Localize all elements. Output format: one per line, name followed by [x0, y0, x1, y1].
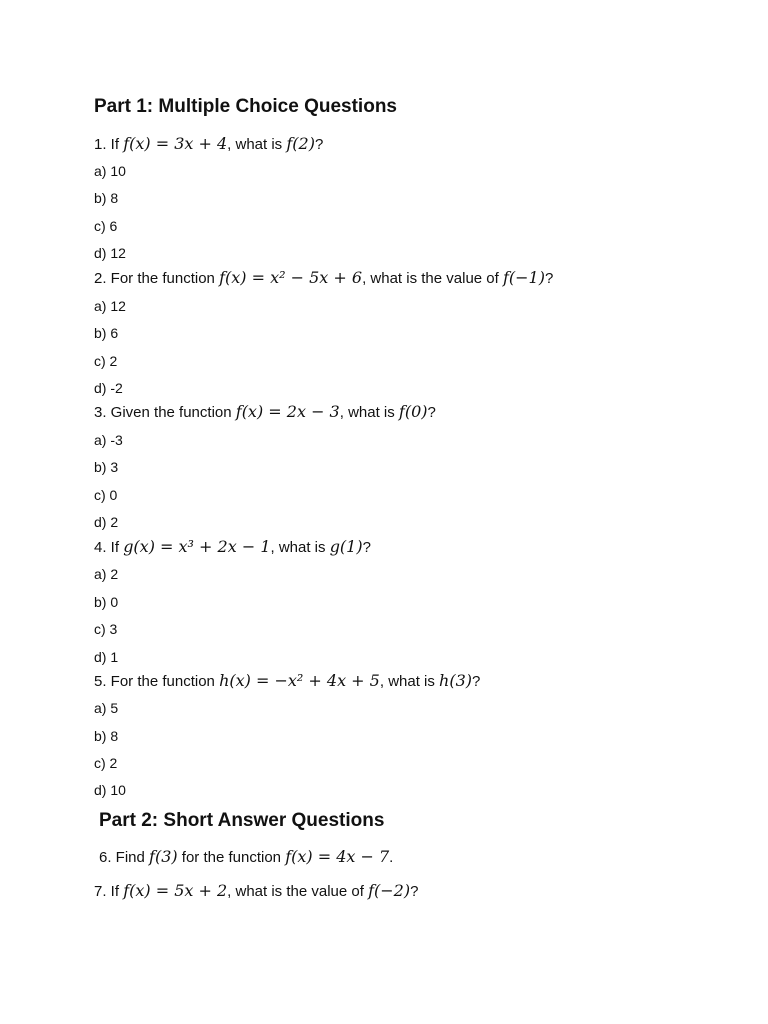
- question-1-option-a: a) 10: [94, 163, 126, 179]
- question-3-option-d: d) 2: [94, 514, 119, 530]
- question-1: [94, 133, 323, 156]
- question-4-suffix: ?: [362, 539, 371, 556]
- question-6: [99, 846, 393, 869]
- question-2-prefix: 2. For the function: [94, 270, 220, 287]
- question-1-prefix: 1. If: [94, 136, 124, 153]
- question-5-option-c: c) 2: [94, 755, 118, 771]
- question-3: [94, 401, 436, 424]
- question-1-target: f(2): [286, 134, 315, 153]
- question-4-prefix: 4. If: [94, 539, 124, 556]
- question-4: [94, 536, 371, 559]
- question-5: [94, 670, 480, 693]
- question-2-option-a: a) 12: [94, 298, 126, 314]
- question-1-suffix: ?: [314, 136, 324, 153]
- question-5-expression: h(x) = −x² + 4x + 5: [219, 671, 380, 690]
- question-1-option-d: d) 12: [94, 245, 126, 261]
- question-3-mid: , what is: [339, 404, 399, 421]
- question-4-target: g(1): [329, 537, 363, 556]
- question-2-suffix: ?: [544, 270, 554, 287]
- question-1-option-c: c) 6: [94, 218, 118, 234]
- question-1-expression: f(x) = 3x + 4: [123, 134, 228, 153]
- question-3-option-b: b) 3: [94, 459, 119, 475]
- question-4-option-b: b) 0: [94, 594, 119, 610]
- question-2-option-d: d) -2: [94, 380, 123, 396]
- question-7-mid: , what is the value of: [227, 883, 369, 900]
- question-3-target: f(0): [398, 402, 428, 421]
- question-2-option-b: b) 6: [94, 325, 119, 341]
- question-4-option-c: c) 3: [94, 621, 118, 637]
- question-2-option-c: c) 2: [94, 353, 118, 369]
- question-6-prefix: 6. Find: [99, 849, 150, 866]
- question-6-target: f(3): [149, 847, 178, 866]
- question-2-target: f(−1): [502, 268, 545, 287]
- question-2-mid: , what is the value of: [362, 270, 503, 287]
- question-7: [94, 880, 418, 903]
- question-4-expression: g(x) = x³ + 2x − 1: [123, 537, 271, 556]
- question-1-mid: , what is: [227, 136, 287, 153]
- question-3-option-a: a) -3: [94, 432, 123, 448]
- question-5-target: h(3): [439, 671, 473, 690]
- question-3-option-c: c) 0: [94, 487, 118, 503]
- question-3-suffix: ?: [427, 404, 436, 421]
- part2-heading: Part 2: Short Answer Questions: [99, 810, 385, 831]
- question-4-option-d: d) 1: [94, 649, 119, 665]
- question-6-expression: f(x) = 4x − 7: [285, 847, 390, 866]
- question-4-option-a: a) 2: [94, 566, 119, 582]
- question-5-mid: , what is: [379, 673, 440, 690]
- question-5-option-d: d) 10: [94, 782, 126, 798]
- question-6-mid: for the function: [177, 849, 286, 866]
- question-1-option-b: b) 8: [94, 190, 119, 206]
- question-3-expression: f(x) = 2x − 3: [235, 402, 340, 421]
- question-7-suffix: ?: [410, 883, 419, 900]
- question-5-option-a: a) 5: [94, 700, 119, 716]
- question-7-target: f(−2): [368, 881, 411, 900]
- question-2-expression: f(x) = x² − 5x + 6: [219, 268, 363, 287]
- question-4-mid: , what is: [270, 539, 330, 556]
- question-5-suffix: ?: [472, 673, 481, 690]
- question-7-prefix: 7. If: [94, 883, 124, 900]
- question-5-option-b: b) 8: [94, 728, 119, 744]
- part1-heading: Part 1: Multiple Choice Questions: [94, 96, 397, 117]
- question-7-expression: f(x) = 5x + 2: [123, 881, 228, 900]
- question-2: [94, 267, 553, 290]
- question-5-prefix: 5. For the function: [94, 673, 220, 690]
- question-3-prefix: 3. Given the function: [94, 404, 236, 421]
- question-6-suffix: .: [389, 849, 394, 866]
